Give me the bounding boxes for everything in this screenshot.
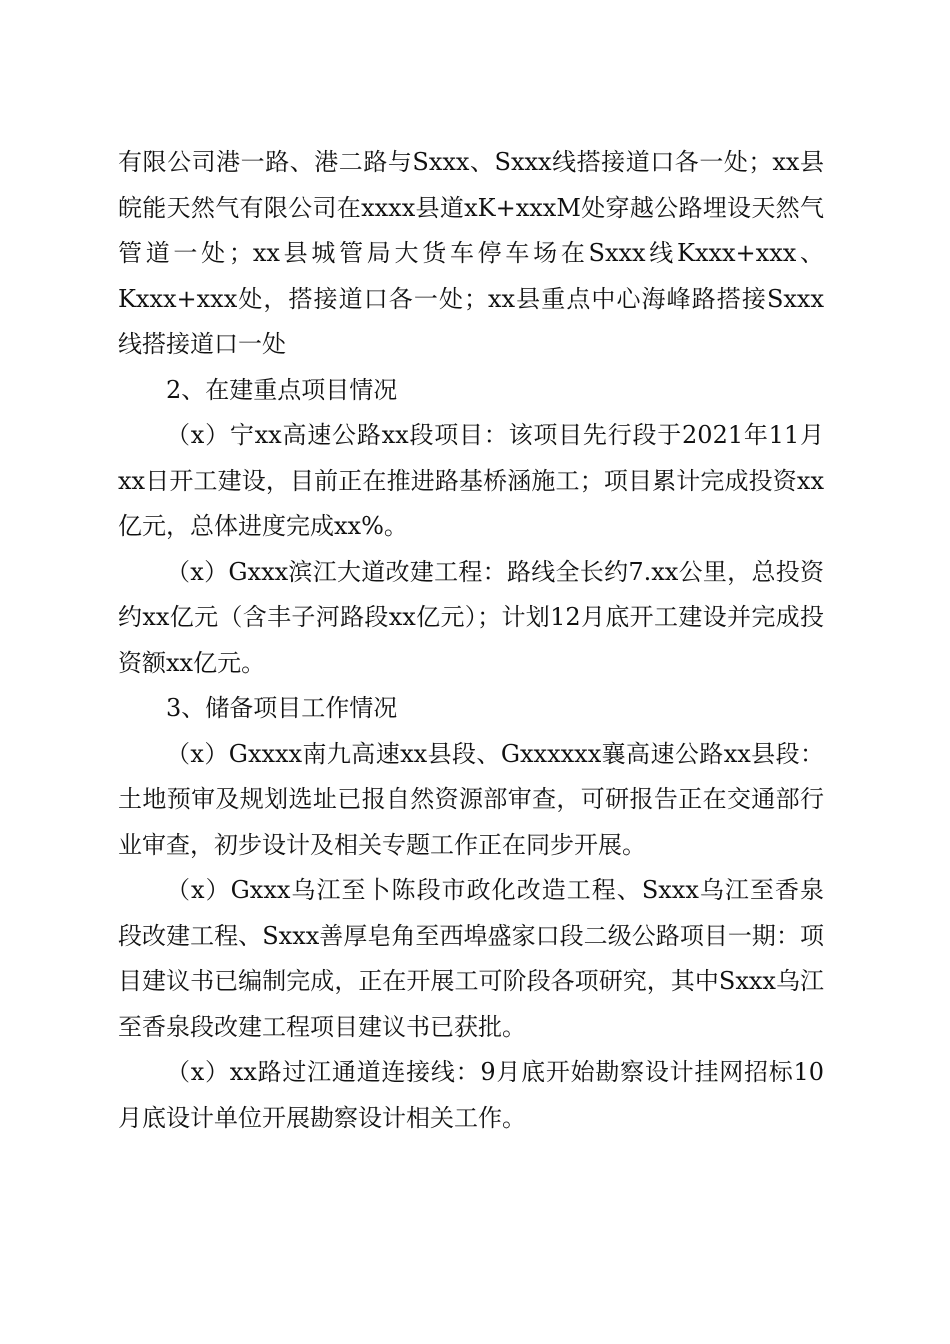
paragraph-wujiang-projects: （x）Gxxx乌江至卜陈段市政化改造工程、Sxxx乌江至香泉段改建工程、Sxxx善厚皂角至西埠盛家口段二级公路项目一期：项目建议书已编制完成，正在开展工可阶段各项研究，其中Sxxx乌江至香泉段改建工程项目建议书已获批。: [118, 876, 824, 1041]
paragraph-ning-highway: （x）宁xx高速公路xx段项目：该项目先行段于2021年11月xx日开工建设，目前正在推进路基桥涵施工；项目累计完成投资xx亿元，总体进度完成xx%。: [118, 421, 824, 540]
document-body: [118, 140, 824, 1141]
paragraph-binjiang-avenue: （x）Gxxx滨江大道改建工程：路线全长约7.xx公里，总投资约xx亿元（含丰子河路段xx亿元）；计划12月底开工建设并完成投资额xx亿元。: [118, 557, 824, 677]
section-heading-3: 3、储备项目工作情况: [166, 694, 398, 722]
section-heading-2: 2、在建重点项目情况: [166, 375, 398, 404]
paragraph-nanjiu-highway: （x）Gxxxx南九高速xx县段、Gxxxxxx襄高速公路xx县段：土地预审及规划选址已报自然资源部审查，可研报告正在交通部行业审查，初步设计及相关专题工作正在同步开展。: [118, 739, 824, 859]
paragraph-continued: 有限公司港一路、港二路与Sxxx、Sxxx线搭接道口各一处；xx县皖能天然气有限公司在xxxx县道xK+xxxM处穿越公路埋设天然气管道一处；xx县城管局大货车停车场在Sxxx线Kxxx+xxx、Kxxx+xxx处，搭接道口各一处；xx县重点中心海峰路搭接Sxxx线搭接道口一处: [118, 148, 824, 358]
paragraph-river-crossing: （x）xx路过江通道连接线：9月底开始勘察设计挂网招标10月底设计单位开展勘察设计相关工作。: [118, 1058, 824, 1132]
